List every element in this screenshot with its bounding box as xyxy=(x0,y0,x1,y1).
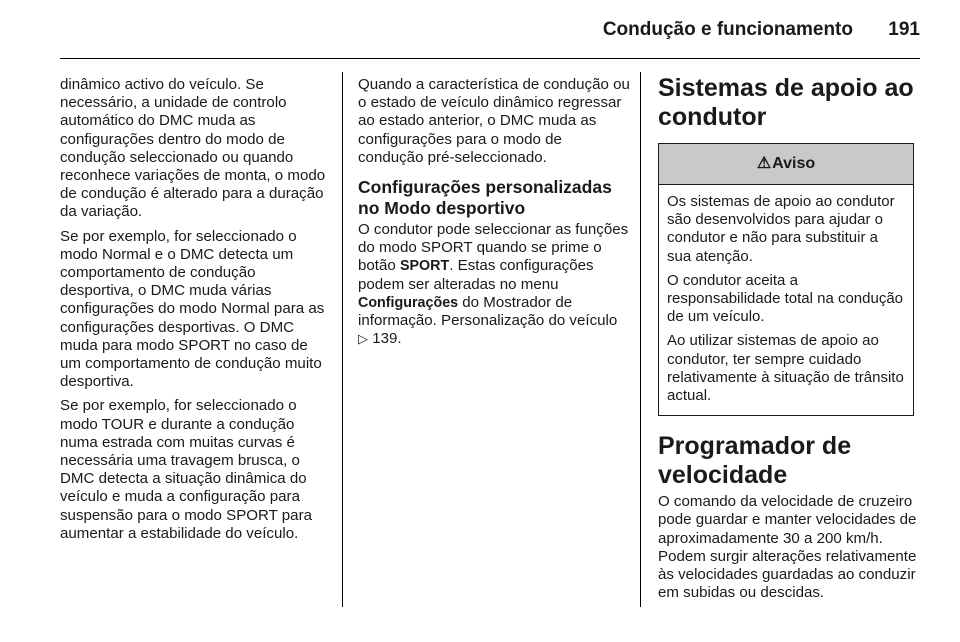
settings-menu-label: Configurações xyxy=(358,294,459,311)
warning-body xyxy=(659,185,913,415)
right-column xyxy=(658,74,924,602)
page-reference: 139. xyxy=(372,330,402,348)
paragraph: Quando a característica de condução ou o estado de veículo dinâmico regressar ao estado anterior, o DMC muda as configurações para o modo de condução pré-seleccionado. xyxy=(358,76,630,166)
column-divider-right xyxy=(640,72,641,607)
section-heading: Sistemas de apoio ao condutor xyxy=(658,74,914,131)
warning-box xyxy=(658,143,914,416)
text-fragment: O condutor pode seleccionar as funções do modo SPORT quando se prime o botão xyxy=(358,221,629,275)
section-heading: Configurações personalizadas no Modo desportivo xyxy=(358,177,612,219)
sport-button-label: SPORT xyxy=(399,258,450,275)
warning-header xyxy=(659,144,913,185)
paragraph: Se por exemplo, for seleccionado o modo Normal e o DMC detecta um comportamento de condução desportiva, o DMC muda várias configurações do modo Normal para as configurações desportivas. O DMC muda para modo SPORT no caso de um comportamento de condução muito desportiva. xyxy=(60,227,325,391)
text-fragment: . Estas configurações podem ser alteradas no menu xyxy=(358,257,594,293)
warning-paragraph: Ao utilizar sistemas de apoio ao condutor, ter sempre cuidado relativamente à situação de trânsito actual. xyxy=(667,332,904,405)
middle-column xyxy=(358,76,630,354)
warning-triangle-icon: ⚠ xyxy=(756,155,772,172)
warning-paragraph: Os sistemas de apoio ao condutor são desenvolvidos para ajudar o condutor e não para substituir a sua atenção. xyxy=(667,193,895,265)
subsection-heading: Programador de velocidade xyxy=(658,432,852,489)
text-fragment: do Mostrador de informação. Personalização do veículo xyxy=(358,293,618,330)
warning-label: Aviso xyxy=(772,155,816,172)
header-divider xyxy=(60,58,920,59)
left-column xyxy=(60,76,330,549)
paragraph: dinâmico activo do veículo. Se necessário, a unidade de controlo automático do DMC muda as configurações dentro do modo de condução seleccionado ou quando reconhece variações de monta, o modo de condução é alterado para a duração da variação. xyxy=(60,76,326,221)
warning-paragraph: O condutor aceita a responsabilidade total na condução de um veículo. xyxy=(667,271,904,326)
page-number: 191 xyxy=(888,19,920,40)
paragraph xyxy=(358,221,630,348)
header-title: Condução e funcionamento xyxy=(602,19,853,40)
paragraph: O comando da velocidade de cruzeiro pode guardar e manter velocidades de aproximadamente 30 a 200 km/h. Podem surgir alterações relativamente às velocidades guardadas ao conduzir em subidas ou descidas. xyxy=(658,493,917,602)
paragraph: Se por exemplo, for seleccionado o modo TOUR e durante a condução numa estrada com muitas curvas é necessária uma travagem brusca, o DMC detecta a situação dinâmica do veículo e muda a configuração para suspensão para o modo SPORT para aumentar a estabilidade do veículo. xyxy=(60,397,312,542)
column-divider-left xyxy=(342,72,343,607)
reference-arrow-icon: ▷ xyxy=(358,331,368,347)
